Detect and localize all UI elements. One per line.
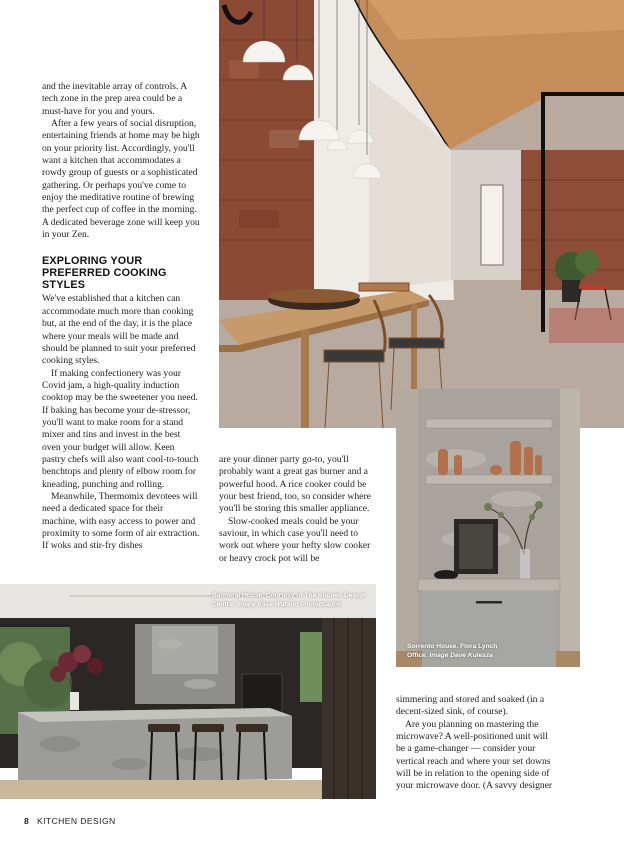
marble-rangehood <box>152 626 218 674</box>
col3-paragraph-2: Are you planning on mastering the microwave? A well-positioned unit will be a game-changer — consider your vertical reach and where your set downs will be in relation to the opening side of your microwave door. (A savvy designer <box>396 718 553 792</box>
body-paragraph-3: Meanwhile, Thermomix devotees will need a dedicated space for their machine, with easy access to power and proximity to some form of air extraction. If woks and stir-fry dishes <box>42 490 200 552</box>
balmoral-caption-credit: Image Elise Watson Photography <box>236 600 341 608</box>
col2-paragraph-2: Slow-cooked meals could be your saviour, in which case you'll need to work out where your hefty slow cooker or heavy crock pot will be <box>219 515 371 564</box>
col3-paragraph-1: simmering and stored and soaked (in a decent-sized sink, of course). <box>396 694 545 718</box>
sorrento-caption-line1: Sorrento House. Flora Lynch <box>407 643 498 650</box>
body-paragraph-1: We've established that a kitchen can accommodate much more than cooking but, at the end of the day, it is the place where your meals will be made and should be planned to suit your preferred cooking styles. <box>42 293 196 367</box>
page-footer <box>24 816 116 826</box>
balmoral-caption <box>212 592 372 609</box>
body-paragraph-2: If making confectionery was your Covid jam, a high-quality induction cooktop may be the sweetener you need. If baking has become your de-stressor, you'll want to make room for a stand mixer and tins and invest in the best oven your budget will allow. Keen pastry chefs will also want cool-to-touch benchtops and plenty of elbow room for kneading, punching and rolling. <box>42 367 199 490</box>
balmoral-house-photo <box>0 584 376 799</box>
marble-benchtop <box>418 579 560 591</box>
footer-section-title: KITCHEN DESIGN <box>36 816 116 826</box>
marble-shelf-upper <box>426 419 552 428</box>
wall-ovens <box>242 674 282 714</box>
section-heading: EXPLORING YOUR PREFERRED COOKING STYLES <box>42 255 167 292</box>
article-column-2 <box>219 454 379 565</box>
front-door <box>481 185 503 265</box>
dining-room-photo <box>219 0 624 428</box>
balmoral-caption-line2: Centre. <box>212 600 235 608</box>
article-column-1 <box>42 81 200 553</box>
marble-shelf-lower <box>426 475 552 484</box>
sorrento-house-photo <box>396 389 580 667</box>
article-column-3 <box>396 694 556 793</box>
sorrento-caption <box>407 643 517 660</box>
timber-floor <box>0 780 322 799</box>
sorrento-caption-line2: Office. <box>407 651 428 659</box>
sorrento-caption-credit: Image Dave Kulesza <box>429 651 493 659</box>
balmoral-caption-line1: Balmoral House. Courtesy of The Kitchen Design <box>212 592 366 599</box>
col2-paragraph-1: are your dinner party go-to, you'll probably want a great gas burner and a powerful hood. A rice cooker could be your best friend, too, so consider where you'll be storing this smaller appliance. <box>219 454 371 515</box>
intro-paragraph-2: After a few years of social disruption, entertaining friends at home may be high on your priority list. Accordingly, you'll want a kitchen that accommodates a rowdy group of guests or a sophisticated gathering. Or perhaps you've come to enjoy the meditative routine of brewing the perfect cup of coffee in the morning. A dedicated beverage zone will keep you in your Zen. <box>42 118 200 241</box>
page-number: 8 <box>24 816 30 826</box>
intro-paragraph-1: and the inevitable array of controls. A tech zone in the prep area could be a must-have for you and yours. <box>42 81 187 117</box>
